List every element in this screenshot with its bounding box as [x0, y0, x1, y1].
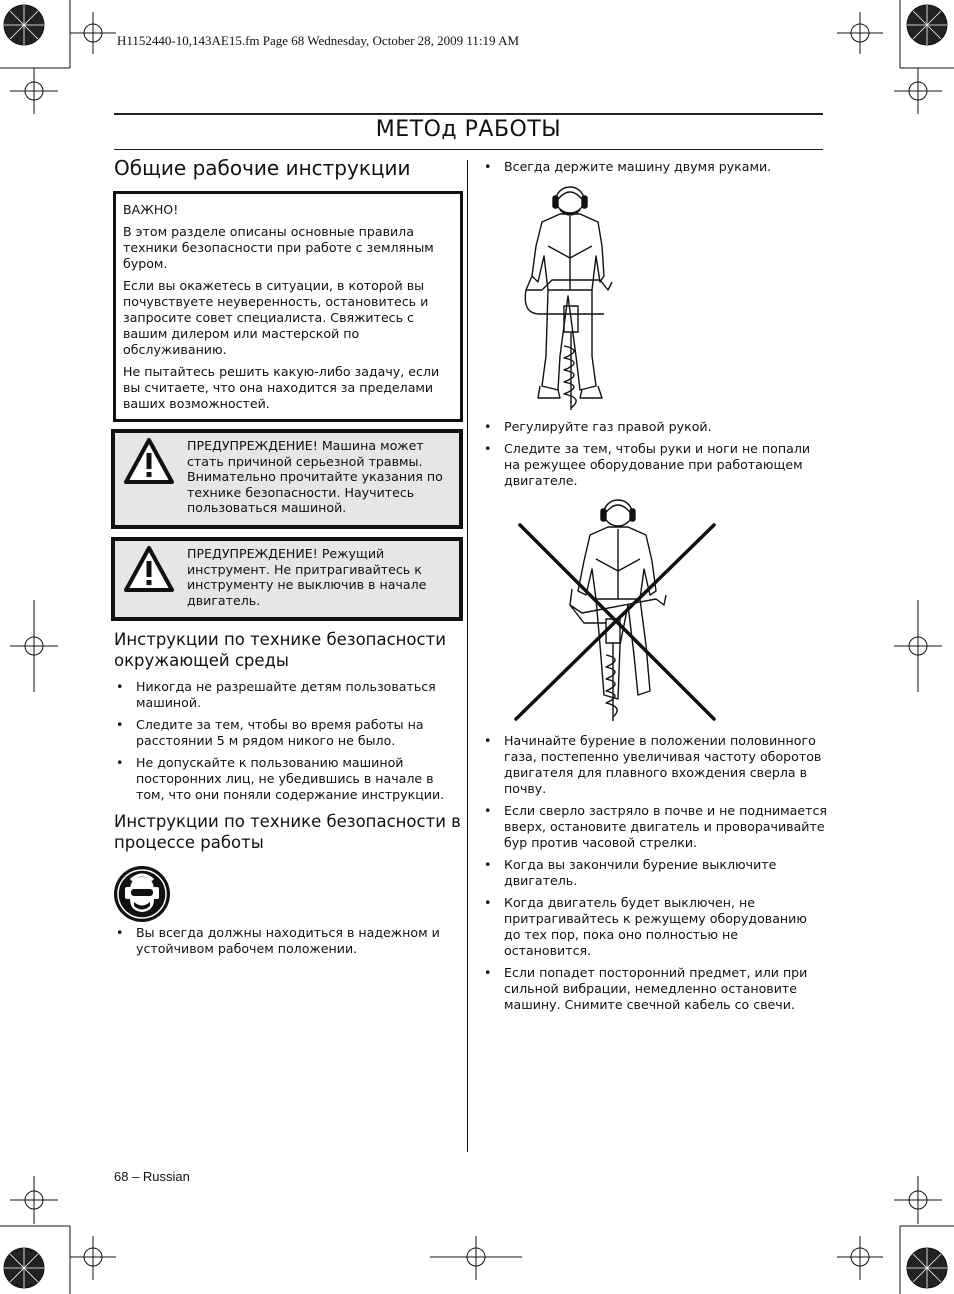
env-list [114, 679, 459, 809]
title-rule-top [114, 113, 823, 115]
warning-text: ПРЕДУПРЕЖДЕНИЕ! Режущий инструмент. Не притрагивайтесь к инструменту не выключив в начале двигатель. [187, 546, 427, 608]
list-item: • Когда вы закончили бурение выключите двигатель. [482, 857, 827, 889]
safety-gear-icon [113, 865, 171, 923]
right-list-c [482, 733, 827, 1019]
list-item: • Никогда не разрешайте детям пользоваться машиной. [114, 679, 459, 711]
list-item: • Следите за тем, чтобы во время работы на расстоянии 5 м рядом никого не было. [114, 717, 459, 749]
list-item: • Если сверло застряло в почве и не поднимается вверх, остановите двигатель и проворачивайте бур против часовой стрелки. [482, 803, 827, 851]
important-box [113, 191, 463, 422]
warning-triangle-icon [123, 437, 175, 485]
operator-incorrect-illustration [510, 495, 720, 725]
important-label: ВАЖНО! [123, 202, 179, 217]
page-number: 68 – Russian [114, 1169, 190, 1184]
warning-triangle-icon [123, 545, 175, 593]
important-paragraph: Не пытайтесь решить какую-либо задачу, если вы считаете, что она находится за пределами ваших возможностей. [123, 364, 440, 411]
list-item: • Следите за тем, чтобы руки и ноги не попали на режущее оборудование при работающем двигателе. [482, 441, 827, 489]
important-paragraph: Если вы окажетесь в ситуации, в которой вы почувствуете неуверенность, остановитесь и запросите совет специалиста. Свяжитесь с вашим дилером или мастерской по обслуживанию. [123, 278, 429, 357]
column-divider [467, 160, 468, 1152]
section-title: МЕТОд РАБОТЫ [375, 117, 562, 142]
important-paragraph: В этом разделе описаны основные правила техники безопасности при работе с земляным буром. [123, 224, 434, 271]
list-item: • Когда двигатель будет выключен, не притрагивайтесь к режущему оборудованию до тех пор, пока оно полностью не остановится. [482, 895, 827, 959]
warning-box [111, 537, 463, 621]
list-item: • Всегда держите машину двумя руками. [482, 159, 827, 175]
list-item: • Регулируйте газ правой рукой. [482, 419, 827, 435]
warning-box [111, 429, 463, 529]
work-section-title: Инструкции по технике безопасности в процессе работы [114, 812, 461, 852]
list-item: • Не допускайте к пользованию машиной посторонних лиц, не убедившись в начале в том, что они поняли содержание инструкции. [114, 755, 459, 803]
main-title: Общие рабочие инструкции [114, 156, 411, 180]
work-list [114, 925, 459, 963]
env-section-title: Инструкции по технике безопасности окружающей среды [114, 630, 446, 670]
right-list-a [482, 159, 827, 181]
warning-text: ПРЕДУПРЕЖДЕНИЕ! Машина может стать причиной серьезной травмы. Внимательно прочитайте указания по технике безопасности. Научитесь пользоваться машиной. [187, 438, 443, 515]
operator-correct-illustration [512, 186, 642, 414]
list-item: • Если попадет посторонний предмет, или при сильной вибрации, немедленно остановите машину. Снимите свечной кабель со свечи. [482, 965, 827, 1013]
right-list-b [482, 419, 827, 495]
list-item: • Начинайте бурение в положении половинного газа, постепенно увеличивая частоту оборотов двигателя для плавного вхождения сверла в почву. [482, 733, 827, 797]
list-item: • Вы всегда должны находиться в надежном и устойчивом рабочем положении. [114, 925, 459, 957]
file-info-header: H1152440-10,143AE15.fm Page 68 Wednesday, October 28, 2009 11:19 AM [117, 33, 520, 48]
title-rule-bottom [114, 149, 823, 150]
